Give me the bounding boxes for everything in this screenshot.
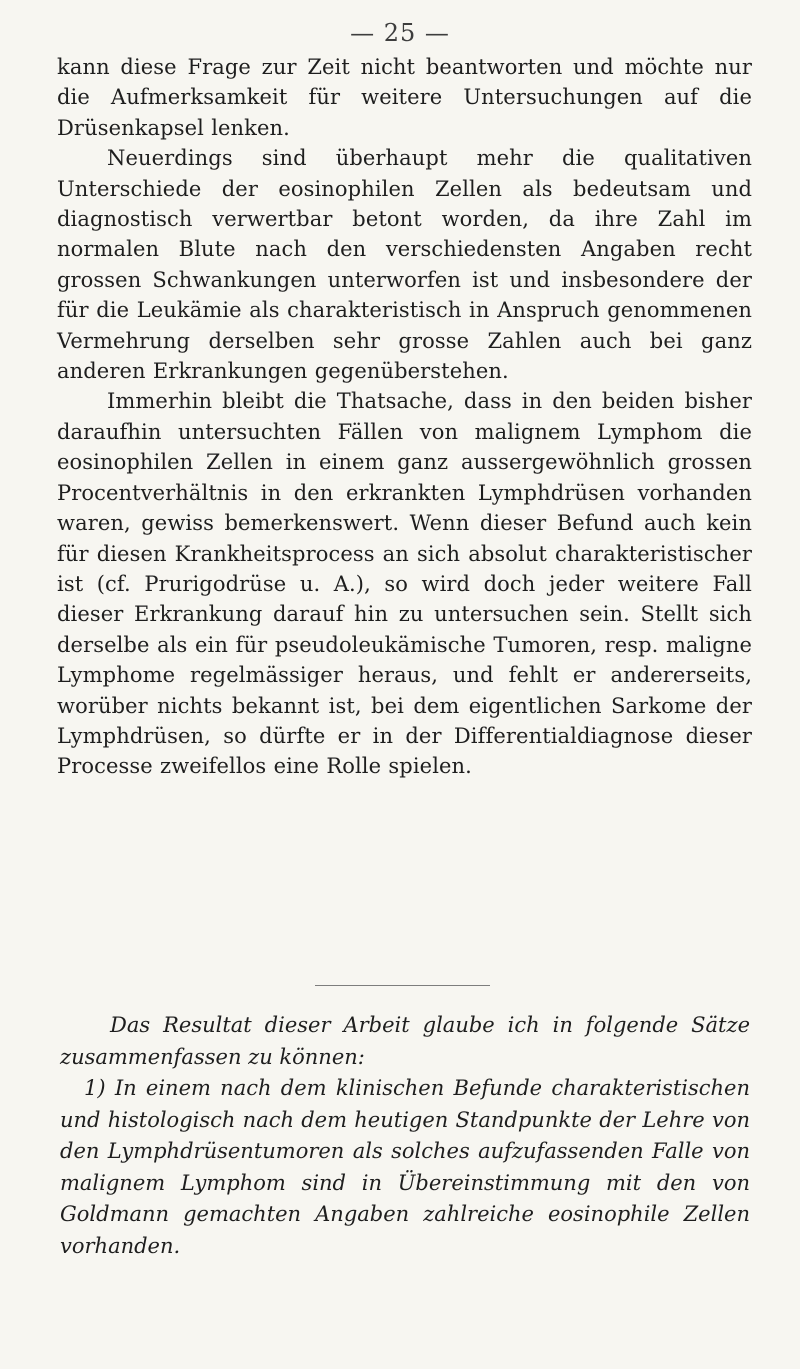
page-number: — 25 — xyxy=(350,19,450,47)
paragraph-continuation: kann diese Frage zur Zeit nicht beantworten und möchte nur die Aufmerksamkeit für weitere Untersuchungen auf die Drüsenkapsel lenken. xyxy=(57,55,752,140)
body-text xyxy=(57,52,752,782)
summary-list xyxy=(60,1073,750,1262)
summary-section xyxy=(60,1010,750,1262)
section-separator xyxy=(315,985,490,986)
paragraph-lymphoma-findings: Immerhin bleibt die Thatsache, dass in den beiden bisher daraufhin untersuchten Fällen von malignem Lymphom die eosinophilen Zellen in einem ganz aussergewöhnlich grossen Procentverhältnis in den erkrankten Lymphdrüsen vorhanden waren, gewiss bemerkenswert. Wenn dieser Befund auch kein für diesen Krankheitsprocess an sich absolut charakteristischer ist (cf. Prurigodrüse u. A.), so wird doch jeder weitere Fall dieser Erkrankung darauf hin zu untersuchen sein. Stellt sich derselbe als ein für pseudoleukämische Tumoren, resp. maligne Lymphome regelmässiger heraus, und fehlt er andererseits, worüber nichts bekannt ist, bei dem eigentlichen Sarkome der Lymphdrüsen, so dürfte er in der Differentialdiagnose dieser Processe zweifellos eine Rolle spielen. xyxy=(57,389,752,779)
paragraph-eosinophil-differences: Neuerdings sind überhaupt mehr die qualitativen Unterschiede der eosinophilen Zellen als bedeutsam und diagnostisch verwertbar betont worden, da ihre Zahl im normalen Blute nach den verschiedensten Angaben recht grossen Schwankungen unterworfen ist und insbesondere der für die Leukämie als charakteristisch in Anspruch genommenen Vermehrung derselben sehr grosse Zahlen auch bei ganz anderen Erkrankungen gegenüberstehen. xyxy=(57,146,752,384)
summary-intro: Das Resultat dieser Arbeit glaube ich in folgende Sätze zusammenfassen zu können: xyxy=(60,1013,750,1069)
summary-item-1: 1) In einem nach dem klinischen Befunde charakteristischen und histologisch nach dem heutigen Standpunkte der Lehre von den Lymphdrüsentumoren als solches aufzufassenden Falle von malignem Lymphom sind in Übereinstimmung mit den von Goldmann gemachten Angaben zahlreiche eosinophile Zellen vorhanden. xyxy=(60,1076,750,1258)
